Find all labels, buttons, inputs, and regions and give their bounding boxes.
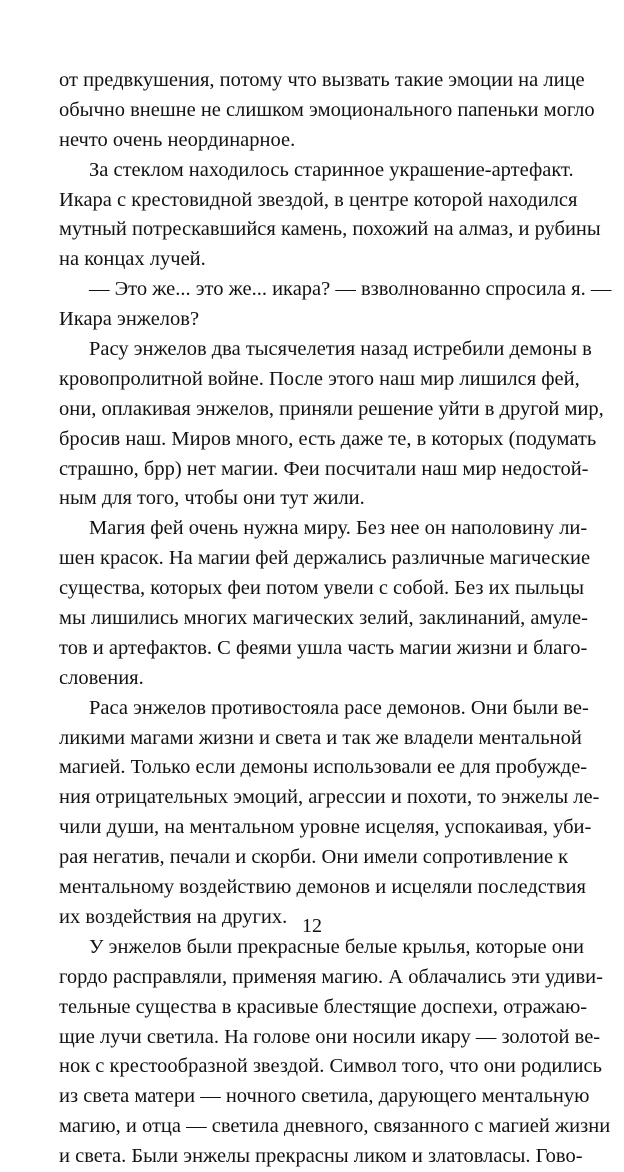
paragraph: [59, 335, 604, 514]
page-body: [59, 66, 612, 1172]
text-line: Икара с крестовидной звездой, в центре которой находился: [59, 188, 578, 211]
text-line: шен красок. На магии фей держались различные магические: [59, 547, 591, 570]
text-line: — Это же... это же... икара? — взволнованно спросила я. —: [89, 278, 612, 301]
text-line: нечто очень неординарное.: [59, 128, 296, 151]
text-line: словения.: [59, 666, 144, 689]
text-line: тельные существа в красивые блестящие доспехи, отражаю-: [59, 995, 588, 1018]
page-number: 12: [302, 915, 322, 937]
text-line: существа, которых феи потом увели с собой. Без их пыльцы: [59, 577, 585, 600]
text-line: кровопролитной войне. После этого наш мир лишился фей,: [59, 367, 580, 390]
text-line: тов и артефактов. С феями ушла часть магии жизни и благо-: [59, 636, 588, 659]
paragraph: [59, 275, 612, 335]
text-line: нок с крестообразной звездой. Символ того, что они родились: [59, 1055, 602, 1078]
text-line: мутный потрескавшийся камень, похожий на алмаз, и рубины: [59, 218, 601, 241]
text-line: от предвкушения, потому что вызвать такие эмоции на лице: [59, 69, 585, 91]
text-line: Расу энжелов два тысячелетия назад истребили демоны в: [89, 338, 592, 361]
text-line: бросив наш. Миров много, есть даже те, в которых (подумать: [59, 427, 597, 450]
text-line: магию, и отца — светила дневного, связанного с магией жизни: [59, 1115, 611, 1138]
text-line: на концах лучей.: [59, 248, 206, 271]
paragraph: [59, 694, 600, 933]
text-line: чили души, на ментальном уровне исцеляя, успокаивая, уби-: [59, 816, 592, 839]
text-line: обычно внешне не слишком эмоционального папеньки могло: [59, 98, 595, 121]
text-line: гордо расправляли, применяя магию. А облачались эти удиви-: [59, 965, 603, 988]
text-line: щие лучи светила. На голове они носили икару — золотой ве-: [59, 1025, 601, 1048]
text-line: рая негатив, печали и скорби. Они имели сопротивление к: [59, 846, 569, 869]
text-line: Икара энжелов?: [59, 308, 200, 331]
text-line: Магия фей очень нужна миру. Без нее он наполовину ли-: [89, 517, 588, 540]
text-line: страшно, брр) нет магии. Феи посчитали наш мир недостой-: [59, 457, 589, 480]
text-line: ным для того, чтобы они тут жили.: [59, 487, 365, 510]
paragraph: [59, 66, 595, 156]
text-line: из света матери — ночного светила, дарующего ментальную: [59, 1085, 590, 1108]
text-line: ния отрицательных эмоций, агрессии и похоти, то энжелы ле-: [59, 786, 600, 809]
text-line: магией. Только если демоны использовали ее для пробужде-: [59, 756, 588, 779]
text-line: они, оплакивая энжелов, приняли решение уйти в другой мир,: [59, 397, 604, 420]
text-line: У энжелов были прекрасные белые крылья, которые они: [89, 935, 584, 958]
text-line: Раса энжелов противостояла расе демонов. Они были ве-: [89, 696, 589, 719]
text-line: их воздействия на других.: [59, 905, 288, 928]
text-line: мы лишились многих магических зелий, заклинаний, амуле-: [59, 607, 588, 630]
paragraph: [59, 514, 591, 693]
text-line: и света. Были энжелы прекрасны ликом и златовласы. Гово-: [59, 1145, 583, 1168]
text-line: ликими магами жизни и света и так же владели ментальной: [59, 726, 582, 749]
text-line: ментальному воздействию демонов и исцеляли последствия: [59, 876, 586, 899]
paragraph: [59, 156, 601, 276]
text-line: За стеклом находилось старинное украшение-артефакт.: [89, 158, 574, 181]
paragraph: [59, 933, 611, 1172]
